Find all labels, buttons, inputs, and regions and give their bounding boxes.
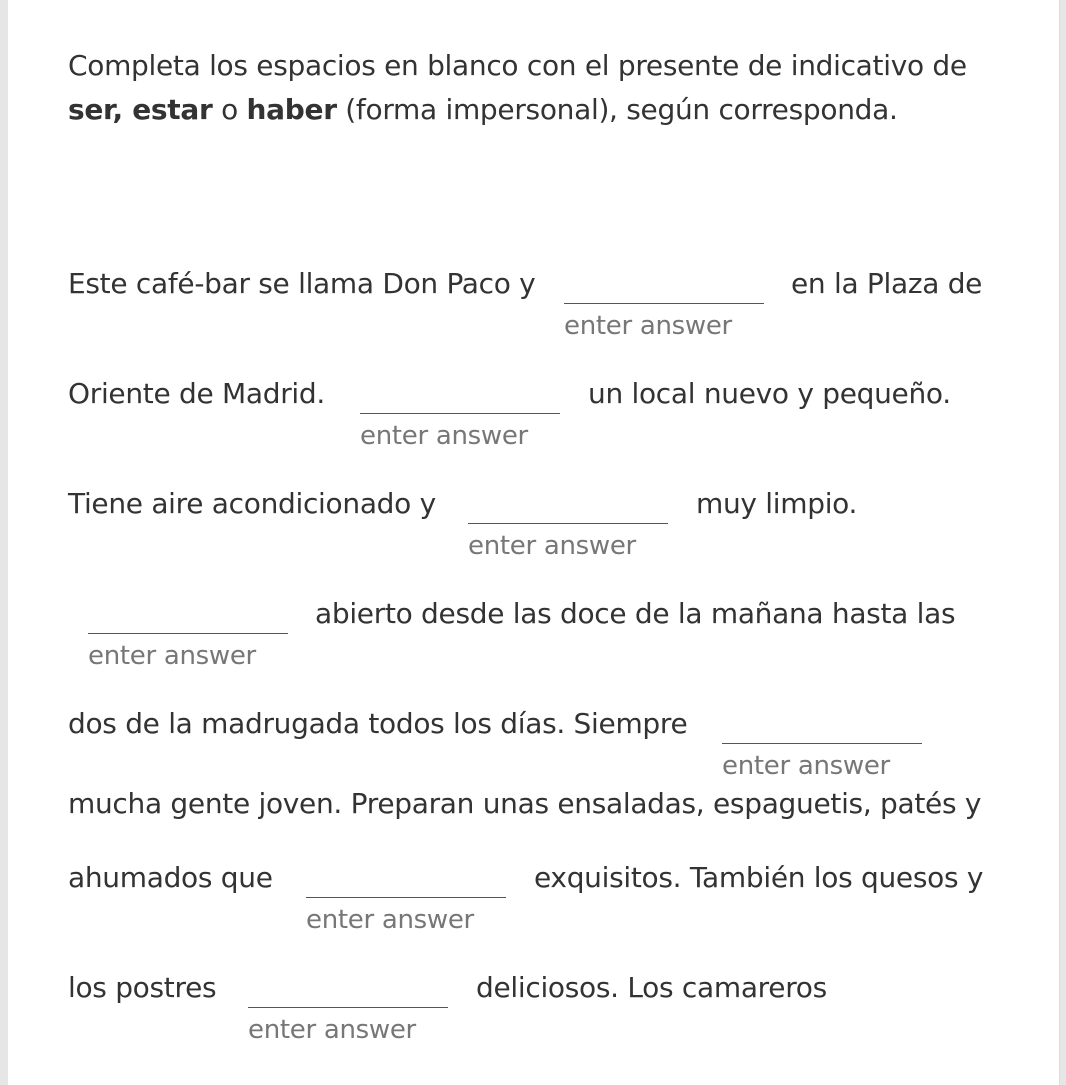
answer-input-6[interactable] bbox=[306, 868, 506, 898]
answer-hint-2: enter answer bbox=[360, 421, 528, 451]
sentence-fragment: muy limpio. bbox=[696, 487, 858, 520]
answer-blank-5 bbox=[722, 714, 922, 781]
sentence-fragment: exquisitos. También los quesos y bbox=[534, 861, 984, 894]
instructions-bold-haber: haber bbox=[246, 93, 337, 126]
answer-hint-5: enter answer bbox=[722, 751, 890, 781]
answer-input-2[interactable] bbox=[360, 384, 560, 414]
answer-hint-1: enter answer bbox=[564, 311, 732, 341]
answer-blank-3 bbox=[468, 494, 668, 561]
answer-hint-6: enter answer bbox=[306, 905, 474, 935]
sentence-fragment: deliciosos. Los camareros bbox=[476, 971, 827, 1004]
instructions-bold-ser-estar: ser, estar bbox=[68, 93, 213, 126]
instructions-connector: o bbox=[212, 93, 247, 126]
sentence-fragment: ahumados que bbox=[68, 861, 273, 894]
sentence-fragment: Este café-bar se llama Don Paco y bbox=[68, 267, 536, 300]
answer-hint-3: enter answer bbox=[468, 531, 636, 561]
instructions-text-1: Completa los espacios en blanco con el presente de indicativo de bbox=[68, 49, 967, 82]
answer-input-3[interactable] bbox=[468, 494, 668, 524]
sentence-fragment: mucha gente joven. Preparan unas ensaladas, espaguetis, patés y bbox=[68, 787, 982, 820]
sentence-fragment: Oriente de Madrid. bbox=[68, 377, 325, 410]
answer-blank-4 bbox=[88, 604, 288, 671]
answer-input-1[interactable] bbox=[564, 274, 764, 304]
answer-input-4[interactable] bbox=[88, 604, 288, 634]
sentence-fragment: en la Plaza de bbox=[791, 267, 983, 300]
sentence-fragment: Tiene aire acondicionado y bbox=[68, 487, 436, 520]
answer-blank-7 bbox=[248, 978, 448, 1045]
answer-input-7[interactable] bbox=[248, 978, 448, 1008]
instructions bbox=[68, 44, 1028, 132]
answer-blank-6 bbox=[306, 868, 506, 935]
answer-blank-2 bbox=[360, 384, 560, 451]
sentence-fragment: abierto desde las doce de la mañana hasta las bbox=[315, 597, 956, 630]
answer-blank-1 bbox=[564, 274, 764, 341]
answer-hint-4: enter answer bbox=[88, 641, 256, 671]
sentence-fragment: los postres bbox=[68, 971, 217, 1004]
instructions-text-2: (forma impersonal), según corresponda. bbox=[336, 93, 898, 126]
sentence-fragment: un local nuevo y pequeño. bbox=[588, 377, 951, 410]
answer-input-5[interactable] bbox=[722, 714, 922, 744]
exercise-card bbox=[8, 0, 1060, 1085]
sentence-fragment: dos de la madrugada todos los días. Siempre bbox=[68, 707, 688, 740]
answer-hint-7: enter answer bbox=[248, 1015, 416, 1045]
